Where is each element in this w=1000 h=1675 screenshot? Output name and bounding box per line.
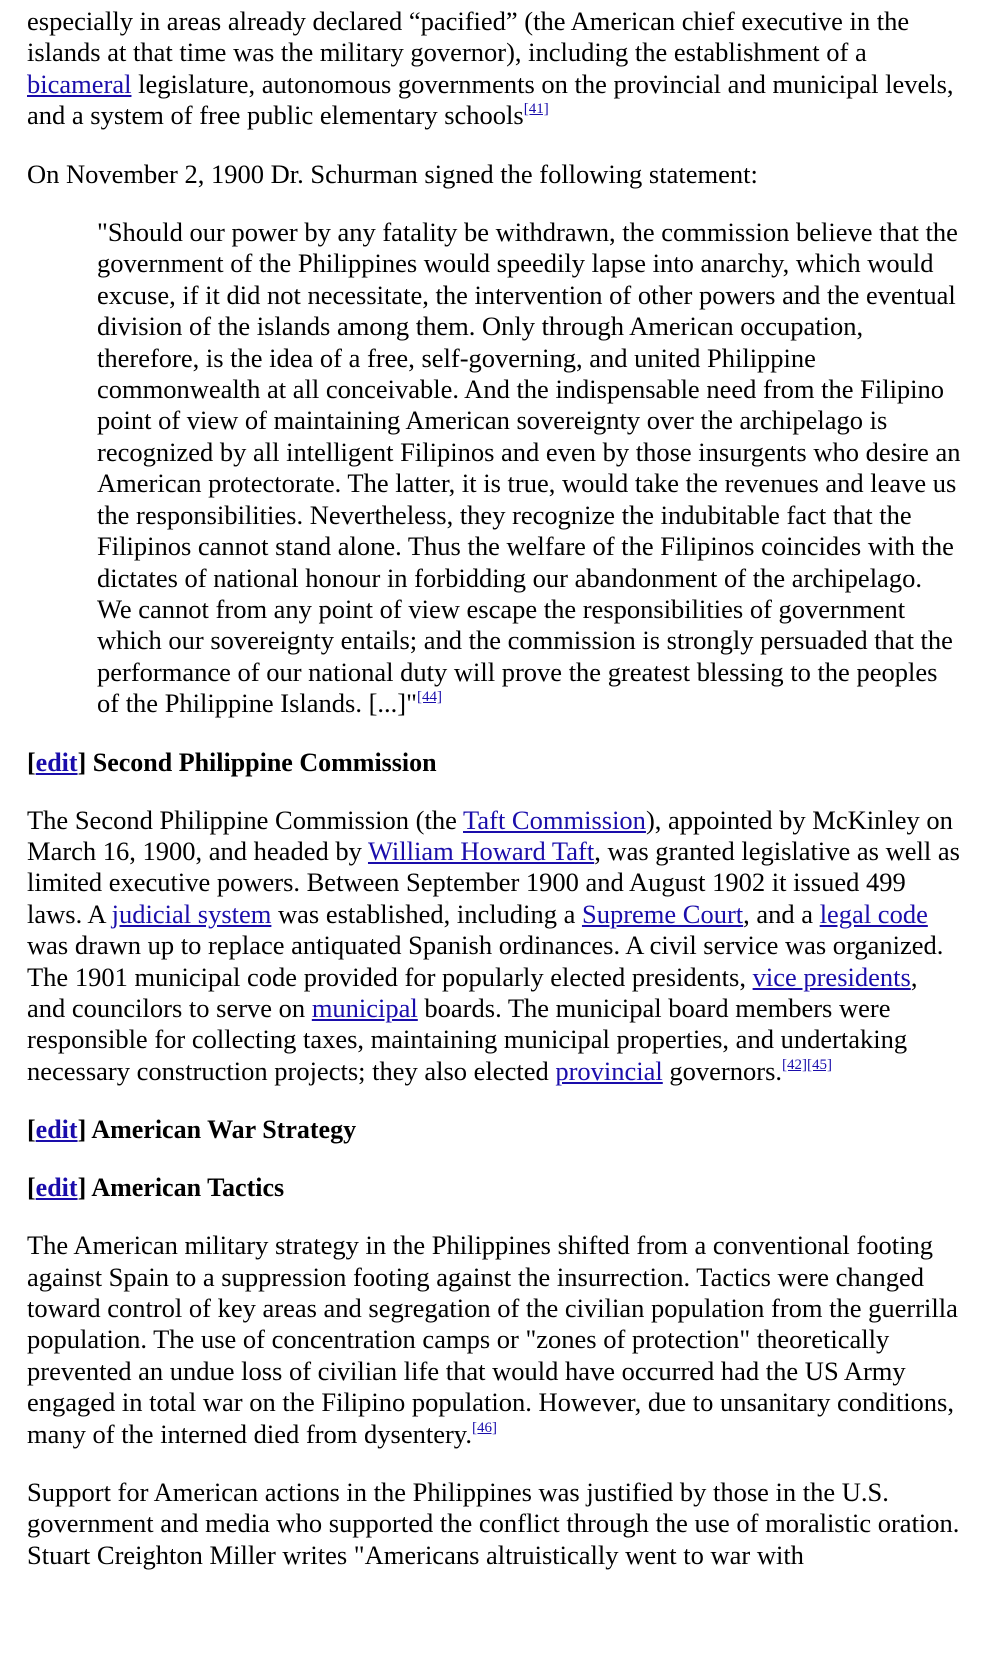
citation-44[interactable] <box>417 689 442 705</box>
link-taft-commission[interactable]: Taft Commission <box>463 804 646 835</box>
text: boards. The municipal board members were responsible for collecting taxes, maintaining municipal properties, and undertaking necessary construction projects; they also elected <box>27 992 908 1086</box>
link-provincial[interactable]: provincial <box>555 1055 663 1086</box>
bracket: [ <box>27 747 36 777</box>
text: , and councilors to serve on <box>27 961 918 1023</box>
heading-war-strategy <box>27 1114 962 1145</box>
text: ), appointed by McKinley on March 16, 1900, and headed by <box>27 804 953 866</box>
bracket: ] <box>77 1173 87 1203</box>
text: governors. <box>662 1055 783 1086</box>
quote-text: "Should our power by any fatality be withdrawn, the commission believe that the government of the Philippines would speedily lapse into anarchy, which would excuse, if it did not necessitate, the intervention of other powers and the eventual division of the islands among them. Only through American occupation, therefore, is the idea of a free, self-governing, and united Philippine commonwealth at all conceivable. And the indispensable need from the Filipino point of view of maintaining American sovereignty over the archipelago is recognized by all intelligent Filipinos and even by those insurgents who desire an American protectorate. The latter, it is true, would take the revenues and leave us the responsibilities. Nevertheless, they recognize the indubitable fact that the Filipinos cannot stand alone. Thus the welfare of the Filipinos coincides with the dictates of national honour in forbidding our abandonment of the archipelago. We cannot from any point of view escape the responsibilities of government which our sovereignty entails; and the commission is strongly persuaded that the performance of our national duty will prove the greatest blessing to the peoples of the Philippine Islands. [...]" <box>97 217 961 719</box>
heading-text: American War Strategy <box>91 1115 357 1145</box>
link-legal-code[interactable]: legal code <box>819 898 928 929</box>
link-supreme-court[interactable]: Supreme Court <box>581 898 744 929</box>
text: legislature, autonomous governments on the provincial and municipal levels, and a system of free public elementary schools <box>27 68 954 131</box>
link-vice-presidents[interactable]: vice presidents <box>752 961 911 992</box>
paragraph-taft-commission <box>27 805 962 1088</box>
text: was established, including a <box>271 898 582 929</box>
link-bicameral[interactable]: bicameral <box>27 68 132 99</box>
citation-link[interactable]: [41] <box>523 101 549 118</box>
paragraph-support: Support for American actions in the Philippines was justified by those in the U.S. government and media who supported the conflict through the use of moralistic oration. Stuart Creighton Miller writes "Americans altruistically went to war with <box>27 1477 960 1570</box>
edit-link[interactable]: edit <box>35 747 78 777</box>
edit-link[interactable]: edit <box>35 1115 78 1145</box>
bracket: [ <box>27 1115 36 1145</box>
citation-link[interactable]: [44] <box>416 689 442 706</box>
blockquote-schurman <box>97 217 962 720</box>
bracket: ] <box>77 747 87 777</box>
text: The American military strategy in the Philippines shifted from a conventional footing against Spain to a suppression footing against the insurrection. Tactics were changed toward control of key areas and segregation of the civilian population from the guerrilla population. The use of concentration camps or "zones of protection" theoretically prevented an undue loss of civilian life that would have occurred had the US Army engaged in total war on the Filipino population. However, due to unsanitary conditions, many of the interned died from dysentery. <box>27 1230 958 1449</box>
heading-text: American Tactics <box>91 1173 285 1203</box>
heading-tactics <box>27 1172 962 1203</box>
heading-second-commission <box>27 747 962 778</box>
citation-link[interactable]: [42] <box>782 1056 808 1073</box>
edit-link[interactable]: edit <box>35 1173 78 1203</box>
text: , and a <box>743 898 820 929</box>
citation-46[interactable] <box>472 1420 497 1436</box>
heading-text: Second Philippine Commission <box>92 747 437 777</box>
text: especially in areas already declared “pacified” (the American chief executive in the islands at that time was the military governor), including the establishment of a <box>27 6 910 68</box>
link-judicial-system[interactable]: judicial system <box>111 898 272 929</box>
citation-link[interactable]: [46] <box>471 1419 497 1436</box>
paragraph-statement-intro: On November 2, 1900 Dr. Schurman signed the following statement: <box>27 158 758 189</box>
link-william-howard-taft[interactable]: William Howard Taft <box>367 835 595 866</box>
paragraph-tactics <box>27 1230 962 1450</box>
citation-41[interactable] <box>524 101 549 117</box>
citation-42-45[interactable] <box>782 1057 832 1073</box>
bracket: [ <box>27 1173 36 1203</box>
text: , was granted legislative as well as limited executive powers. Between September 1900 and August 1902 it issued 499 laws. A <box>27 835 960 929</box>
paragraph-schools <box>27 6 962 132</box>
text: The Second Philippine Commission (the <box>27 804 464 835</box>
text: was drawn up to replace antiquated Spanish ordinances. A civil service was organized. The 1901 municipal code provided for popularly elected presidents, <box>27 930 944 992</box>
citation-link[interactable]: [45] <box>807 1056 833 1073</box>
bracket: ] <box>77 1115 87 1145</box>
link-municipal[interactable]: municipal <box>311 992 418 1023</box>
